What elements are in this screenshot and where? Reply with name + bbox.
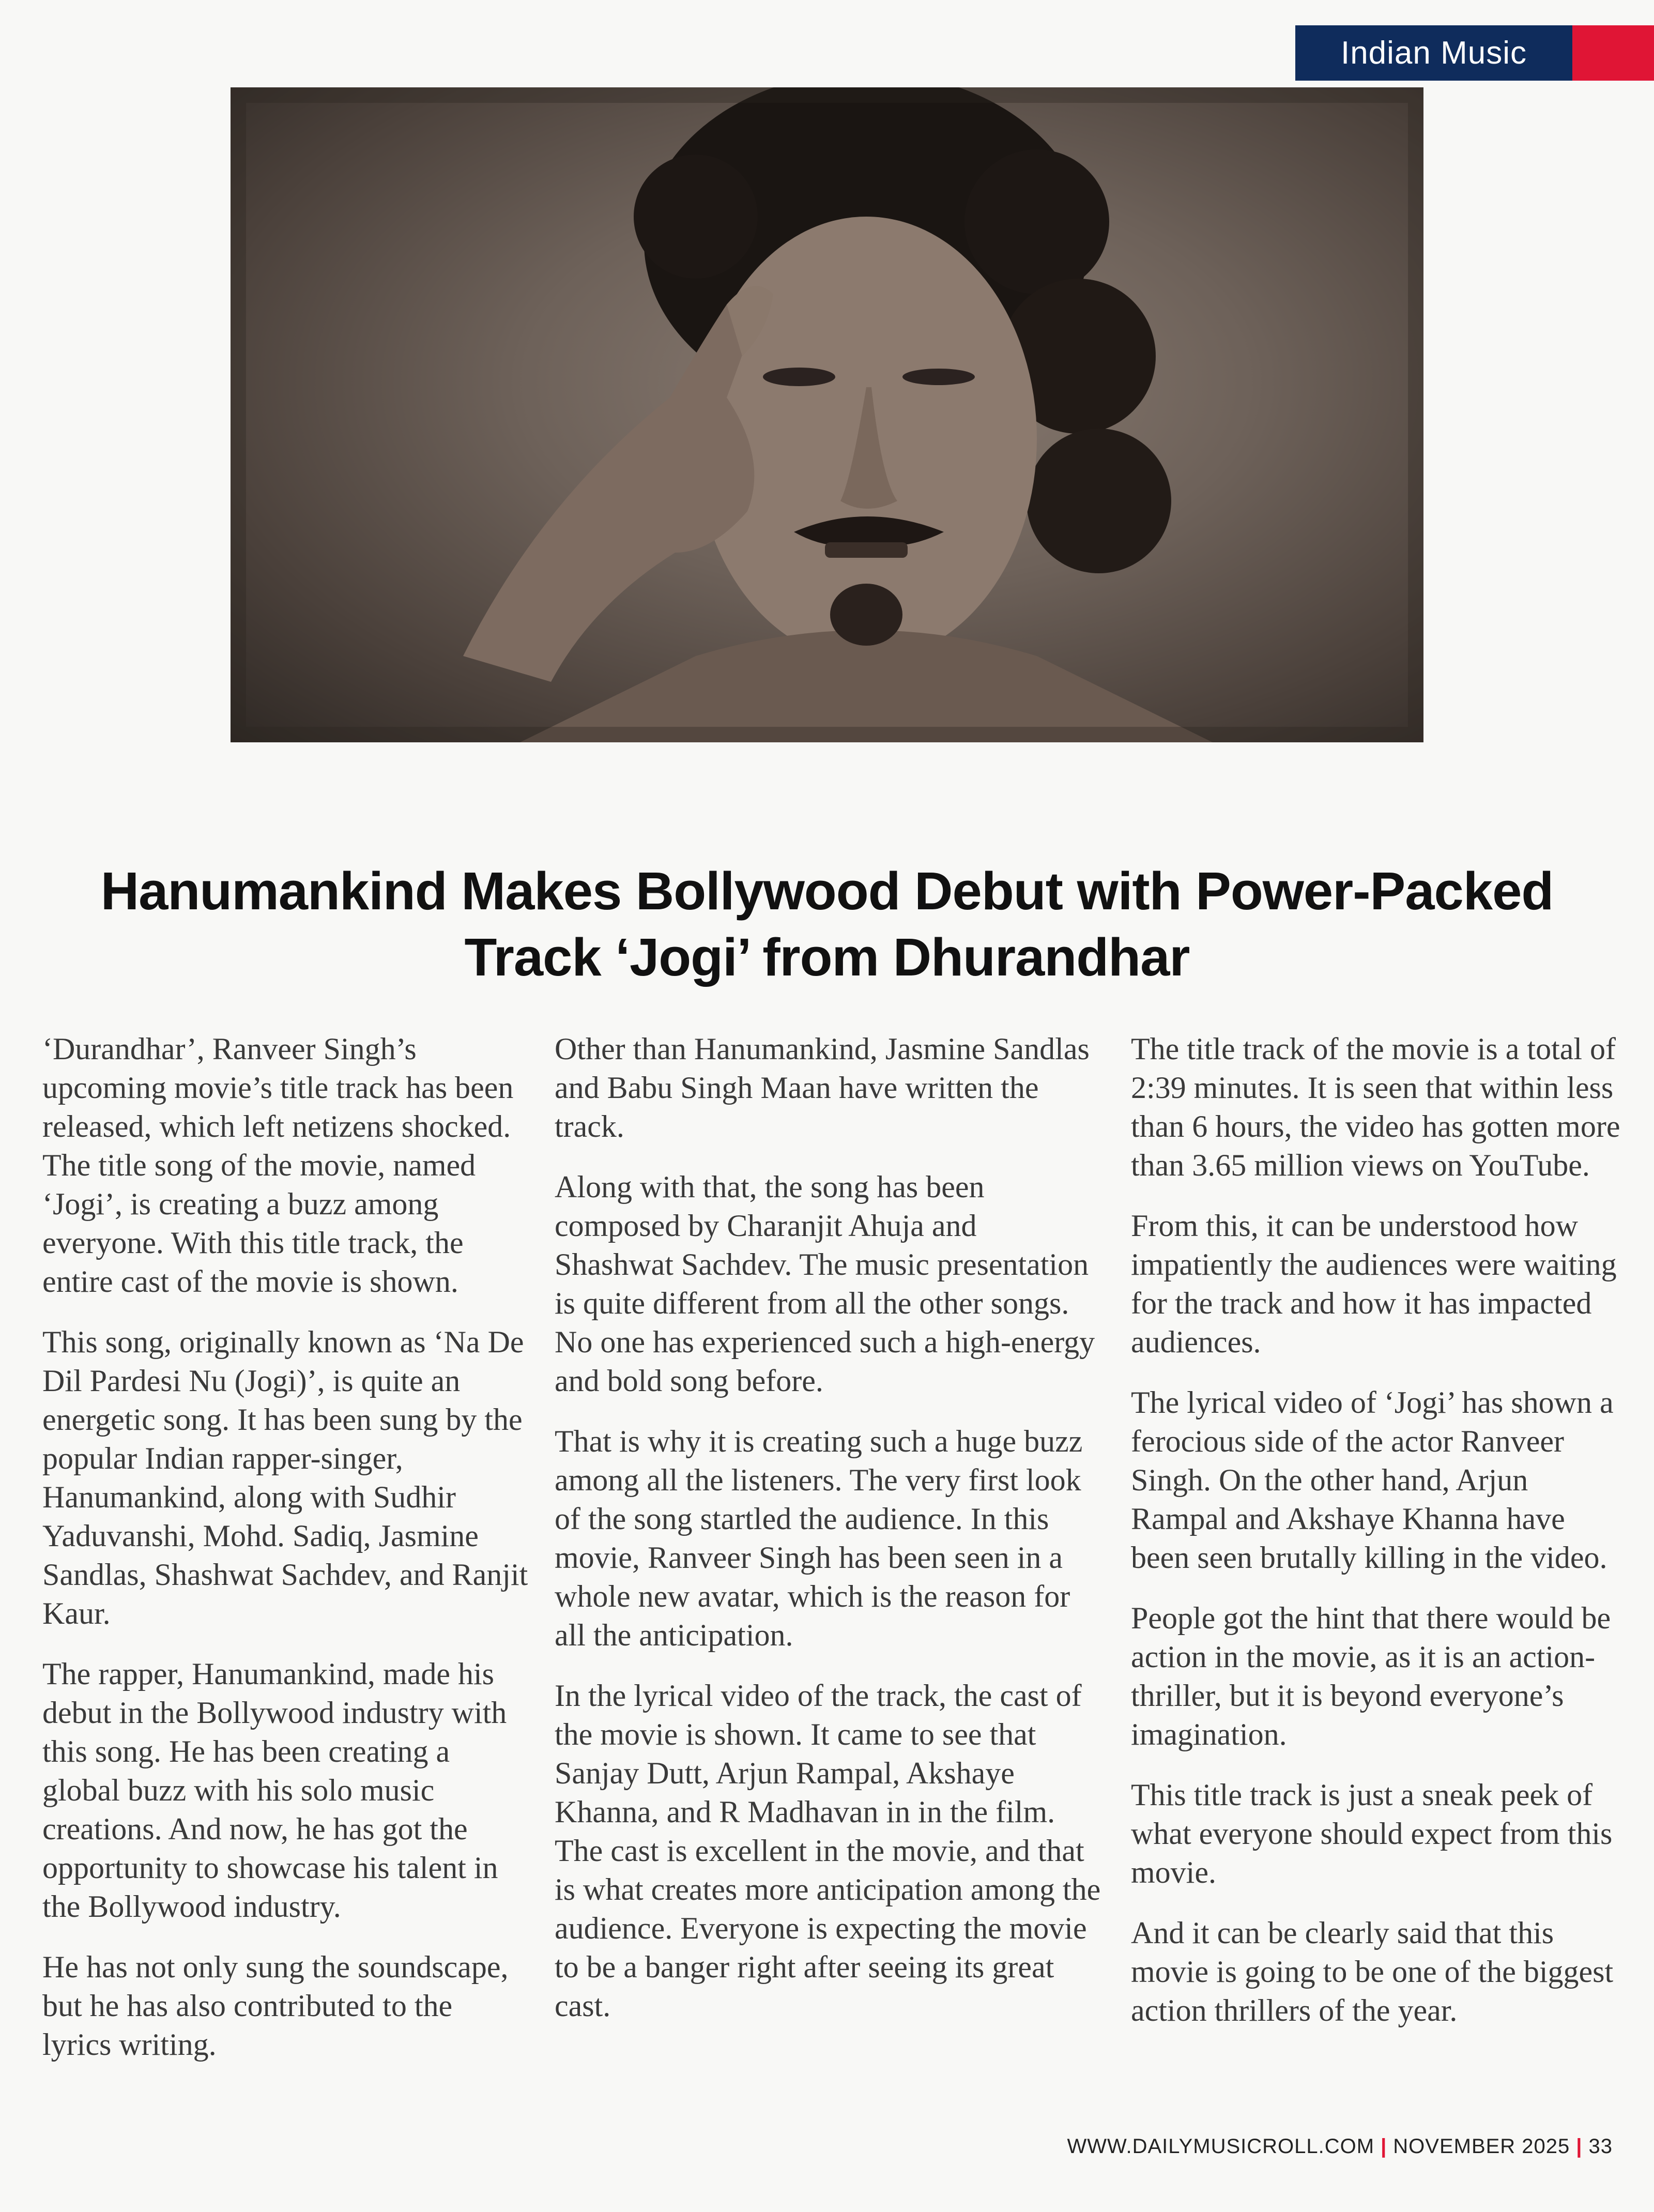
paragraph: The rapper, Hanumankind, made his debut in the Bollywood industry with this song. He has been creating a global buzz with his solo music creations. And now, he has got the opportunity to showcase his talent in the Bollywood industry. xyxy=(42,1657,507,1924)
section-label: Indian Music xyxy=(1295,25,1572,81)
paragraph: That is why it is creating such a huge buzz among all the listeners. The very first look of the song startled the audience. In this movie, Ranveer Singh has been seen in a whole new avatar, which is the reason for all the anticipation. xyxy=(555,1424,1083,1652)
footer-separator: | xyxy=(1576,2135,1583,2158)
article-column-2 xyxy=(555,1030,1102,2047)
footer-issue: NOVEMBER 2025 xyxy=(1393,2135,1570,2158)
paragraph: ‘Durandhar’, Ranveer Singh’s upcoming movie’s title track has been released, which left netizens shocked. The title song of the movie, named ‘Jogi’, is creating a buzz among everyone. With this title track, the entire cast of the movie is shown. xyxy=(42,1032,514,1299)
article-column-3 xyxy=(1131,1030,1622,2052)
paragraph: From this, it can be understood how impatiently the audiences were waiting for the track and how it has impacted audiences. xyxy=(1131,1209,1617,1359)
paragraph: In the lyrical video of the track, the cast of the movie is shown. It came to see that Sanjay Dutt, Arjun Rampal, Akshaye Khanna, and R Madhavan in in the film. The cast is excellent in the movie, and that is what creates more anticipation among the audience. Everyone is expecting the movie to be a banger right after seeing its great cast. xyxy=(555,1679,1101,2023)
paragraph: The title track of the movie is a total of 2:39 minutes. It is seen that within less than 6 hours, the video has gotten more than 3.65 million views on YouTube. xyxy=(1131,1032,1620,1182)
paragraph: He has not only sung the soundscape, but he has also contributed to the lyrics writing. xyxy=(42,1950,509,2062)
paragraph: Along with that, the song has been composed by Charanjit Ahuja and Shashwat Sachdev. The music presentation is quite different from all the other songs. No one has experienced such a high-energy and bold song before. xyxy=(555,1170,1095,1398)
paragraph: And it can be clearly said that this movie is going to be one of the biggest action thrillers of the year. xyxy=(1131,1916,1614,2027)
portrait-illustration xyxy=(231,87,1423,742)
paragraph: This title track is just a sneak peek of what everyone should expect from this movie. xyxy=(1131,1778,1613,1889)
footer-website: WWW.DAILYMUSICROLL.COM xyxy=(1067,2135,1375,2158)
article-headline xyxy=(62,858,1592,990)
page-footer xyxy=(1067,2135,1613,2158)
article-column-1 xyxy=(42,1030,528,2086)
headline-line-1: Hanumankind Makes Bollywood Debut with Power-Packed xyxy=(100,861,1554,921)
section-tag xyxy=(1295,25,1654,81)
footer-page-number: 33 xyxy=(1588,2135,1613,2158)
headline-line-2: Track ‘Jogi’ from Dhurandhar xyxy=(464,927,1190,987)
footer-separator: | xyxy=(1381,2135,1387,2158)
paragraph: The lyrical video of ‘Jogi’ has shown a ferocious side of the actor Ranveer Singh. On the other hand, Arjun Rampal and Akshaye Khanna have been seen brutally killing in the video. xyxy=(1131,1385,1614,1575)
hero-photo xyxy=(231,87,1423,742)
paragraph: Other than Hanumankind, Jasmine Sandlas and Babu Singh Maan have written the track. xyxy=(555,1032,1090,1143)
section-accent-bar xyxy=(1572,25,1654,81)
paragraph: This song, originally known as ‘Na De Dil Pardesi Nu (Jogi)’, is quite an energetic song. It has been sung by the popular Indian rapper-singer, Hanumankind, along with Sudhir Yaduvanshi, Mohd. Sadiq, Jasmine Sandlas, Shashwat Sachdev, and Ranjit Kaur. xyxy=(42,1325,528,1630)
paragraph: People got the hint that there would be action in the movie, as it is an action-thriller, but it is beyond everyone’s imagination. xyxy=(1131,1601,1611,1751)
